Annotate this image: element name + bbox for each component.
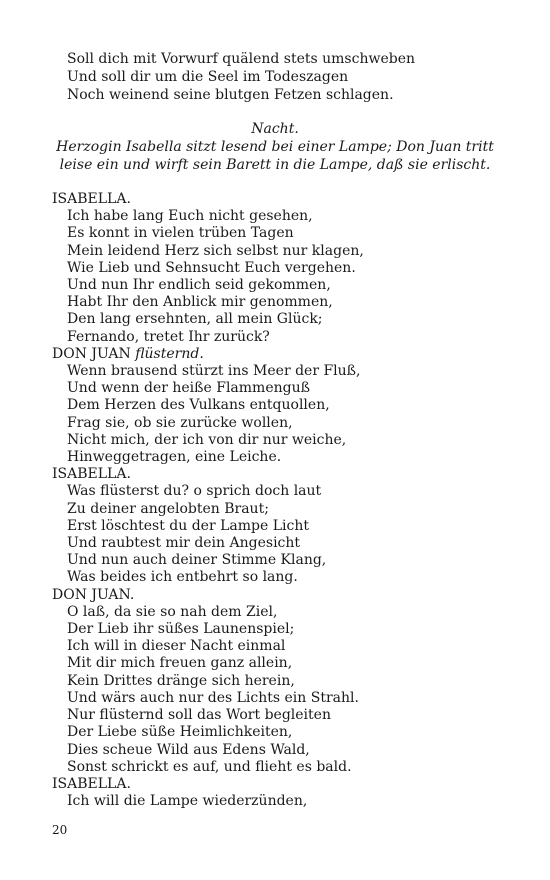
speech-line: Dies scheue Wild aus Edens Wald,: [67, 741, 310, 758]
speaker-label: ISABELLA.: [52, 191, 131, 207]
speaker-label: DON JUAN.: [52, 586, 135, 603]
speech: [52, 208, 364, 346]
speech-line: Habt Ihr den Anblick mir genommen,: [67, 294, 333, 311]
opening-verse: [67, 50, 415, 104]
speaker-name: [52, 466, 364, 483]
speech-line: Fernando, tretet Ihr zurück?: [67, 328, 270, 345]
speech-line: Der Lieb ihr süßes Launenspiel;: [67, 621, 295, 638]
dialogue: [52, 191, 364, 810]
speech-line: Und wärs auch nur des Lichts ein Strahl.: [67, 689, 359, 706]
stage-direction: [52, 120, 498, 174]
speech-line: Und nun auch deiner Stimme Klang,: [67, 552, 327, 569]
speech-line: Nicht mich, der ich von dir nur weiche,: [67, 431, 347, 448]
stage-line: leise ein und wirft sein Barett in die Lampe, daß sie erlischt.: [59, 157, 491, 173]
speaker-name: [52, 191, 364, 208]
page-number: 20: [52, 823, 68, 837]
speaker-name: [52, 587, 364, 604]
speech: [52, 483, 364, 586]
speech-line: Was flüsterst du? o sprich doch laut: [67, 483, 322, 500]
speech-line: Frag sie, ob sie zurücke wollen,: [67, 414, 293, 431]
speaker-label: DON JUAN: [52, 345, 131, 362]
speech-line: Der Liebe süße Heimlichkeiten,: [67, 724, 293, 741]
speech-line: Zu deiner angelobten Braut;: [67, 500, 269, 517]
speech-line: Ich will die Lampe wiederzünden,: [67, 793, 308, 810]
speech-line: Dem Herzen des Vulkans entquollen,: [67, 397, 330, 414]
speech-line: Und raubtest mir dein Angesicht: [67, 535, 301, 552]
speaker-name: [52, 776, 364, 793]
speech-line: Erst löschtest du der Lampe Licht: [67, 517, 309, 534]
speech-line: Sonst schrickt es auf, und flieht es bald.: [67, 758, 352, 775]
speech-line: Ich habe lang Euch nicht gesehen,: [67, 208, 313, 225]
speech-line: Den lang ersehnten, all mein Glück;: [67, 311, 323, 328]
speaker-label: ISABELLA.: [52, 775, 131, 792]
speech-line: Und wenn der heiße Flammenguß: [67, 380, 310, 397]
speech-line: Mit dir mich freuen ganz allein,: [67, 655, 293, 672]
speech-line: O laß, da sie so nah dem Ziel,: [67, 603, 278, 620]
verse-line: Soll dich mit Vorwurf quälend stets umschweben: [67, 51, 416, 67]
speaker-label: ISABELLA.: [52, 466, 131, 483]
speech: [52, 793, 364, 810]
verse-line: Und soll dir um die Seel im Todeszagen: [67, 69, 349, 85]
speech-line: Wie Lieb und Sehnsucht Euch vergehen.: [67, 259, 356, 276]
stage-heading: Nacht.: [251, 121, 299, 137]
speech-line: Und nun Ihr endlich seid gekommen,: [67, 277, 331, 294]
verse-line: Noch weinend seine blutgen Fetzen schlagen.: [67, 87, 394, 103]
speech-line: Hinweggetragen, eine Leiche.: [67, 449, 282, 466]
speech: [52, 604, 364, 776]
speech-line: Kein Drittes dränge sich herein,: [67, 672, 295, 689]
speech-line: Was beides ich entbehrt so lang.: [67, 569, 298, 586]
speaker-name: [52, 346, 364, 363]
speech-line: Wenn brausend stürzt ins Meer der Fluß,: [67, 363, 361, 380]
speech-line: Ich will in dieser Nacht einmal: [67, 638, 286, 655]
speech-line: Nur flüsternd soll das Wort begleiten: [67, 707, 331, 724]
stage-line: Herzogin Isabella sitzt lesend bei einer Lampe; Don Juan tritt: [56, 139, 494, 155]
speaker-direction: flüsternd.: [135, 345, 204, 362]
speech: [52, 363, 364, 466]
speech-line: Mein leidend Herz sich selbst nur klagen,: [67, 242, 364, 259]
speech-line: Es konnt in vielen trüben Tagen: [67, 225, 294, 242]
